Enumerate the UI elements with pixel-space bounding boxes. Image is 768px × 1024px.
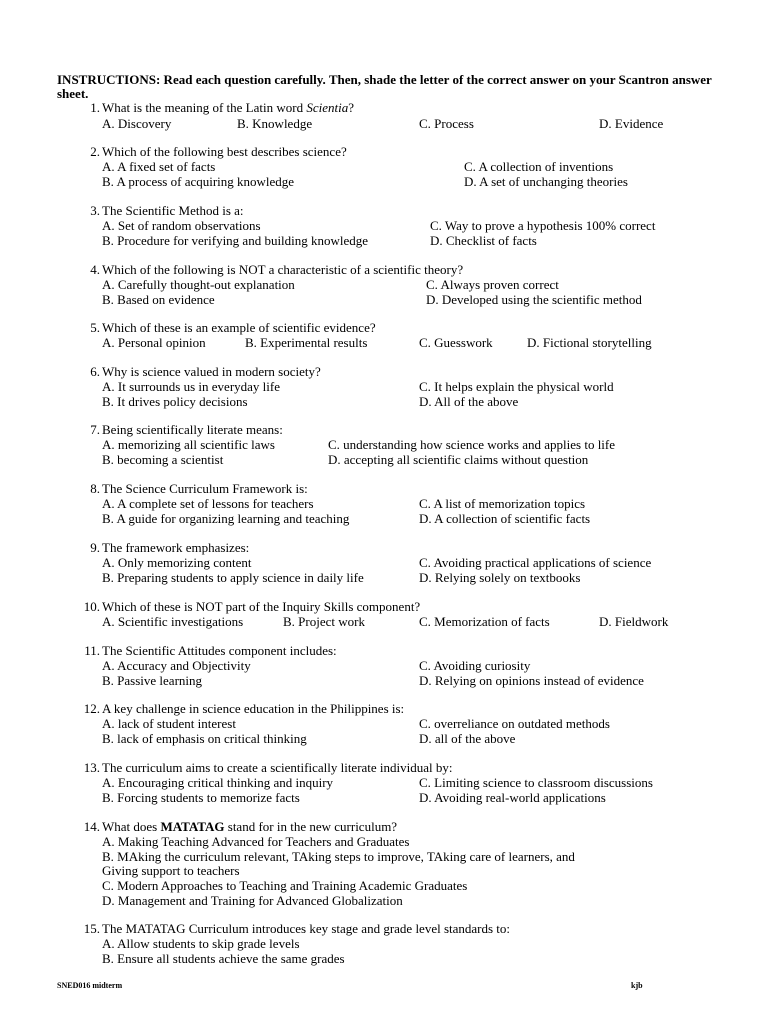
option-b: B. Passive learning	[102, 673, 203, 688]
question-text-part: stand for in the new curriculum?	[224, 819, 398, 834]
question-text	[102, 100, 354, 115]
question-number: 13.	[83, 760, 100, 775]
question-number: 12.	[83, 701, 100, 716]
question-number: 5.	[90, 320, 100, 335]
question-text: A key challenge in science education in the Philippines is:	[102, 701, 405, 716]
option-d: D. all of the above	[419, 731, 516, 746]
option-a: A. Accuracy and Objectivity	[102, 658, 251, 673]
question-number: 7.	[90, 422, 100, 437]
option-d: D. Avoiding real-world applications	[419, 790, 606, 805]
option-c: C. A collection of inventions	[464, 159, 614, 174]
option-c: C. Guesswork	[419, 335, 493, 350]
option-c: C. Process	[419, 116, 474, 131]
option-a: A. lack of student interest	[102, 716, 236, 731]
option-a: A. Personal opinion	[102, 335, 206, 350]
option-c: C. Avoiding practical applications of science	[419, 555, 652, 570]
option-d: D. A set of unchanging theories	[464, 174, 628, 189]
option-a: A. Scientific investigations	[102, 614, 244, 629]
option-b-continued: Giving support to teachers	[102, 863, 240, 878]
option-c: C. Always proven correct	[426, 277, 559, 292]
option-a: A. Set of random observations	[102, 218, 261, 233]
option-b: B. A guide for organizing learning and teaching	[102, 511, 350, 526]
option-a: A. A fixed set of facts	[102, 159, 216, 174]
option-b: B. becoming a scientist	[102, 452, 224, 467]
option-c: C. Avoiding curiosity	[419, 658, 531, 673]
option-a: A. Allow students to skip grade levels	[102, 936, 300, 951]
question-text: Why is science valued in modern society?	[102, 364, 321, 379]
option-d: D. Fieldwork	[599, 614, 669, 629]
footer-initials: kjb	[631, 981, 643, 990]
option-d: D. Fictional storytelling	[527, 335, 652, 350]
option-b: B. Preparing students to apply science in daily life	[102, 570, 364, 585]
option-b: B. MAking the curriculum relevant, TAking steps to improve, TAking care of learners, and	[102, 849, 575, 864]
option-c: C. It helps explain the physical world	[419, 379, 614, 394]
question-text: Which of the following best describes science?	[102, 144, 347, 159]
latin-word: Scientia	[306, 100, 349, 115]
question-number: 2.	[90, 144, 100, 159]
option-b: B. It drives policy decisions	[102, 394, 248, 409]
option-c: C. Limiting science to classroom discussions	[419, 775, 653, 790]
question-text: The framework emphasizes:	[102, 540, 250, 555]
question-number: 4.	[90, 262, 100, 277]
option-b: B. Ensure all students achieve the same grades	[102, 951, 345, 966]
question-text	[102, 819, 397, 834]
question-number: 9.	[90, 540, 100, 555]
option-b: B. Based on evidence	[102, 292, 215, 307]
option-b: B. Procedure for verifying and building knowledge	[102, 233, 369, 248]
question-text: The curriculum aims to create a scientifically literate individual by:	[102, 760, 453, 775]
option-a: A. Carefully thought-out explanation	[102, 277, 295, 292]
option-d: D. Checklist of facts	[430, 233, 537, 248]
option-d: D. accepting all scientific claims without question	[328, 452, 589, 467]
option-a: A. Encouraging critical thinking and inquiry	[102, 775, 334, 790]
option-b: B. Knowledge	[237, 116, 313, 131]
footer-course-label: SNED016 midterm	[57, 981, 123, 990]
option-a: A. A complete set of lessons for teachers	[102, 496, 314, 511]
question-text: Which of these is an example of scientific evidence?	[102, 320, 376, 335]
option-d: D. A collection of scientific facts	[419, 511, 591, 526]
instructions: INSTRUCTIONS: Read each question carefully. Then, shade the letter of the correct answer on your Scantron answer sheet.	[57, 72, 712, 101]
option-b: B. Project work	[283, 614, 365, 629]
question-number: 8.	[90, 481, 100, 496]
option-b: B. Experimental results	[245, 335, 368, 350]
option-d: D. Relying on opinions instead of evidence	[419, 673, 644, 688]
option-a: A. Discovery	[102, 116, 172, 131]
question-text: The Scientific Method is a:	[102, 203, 244, 218]
question-number: 1.	[90, 100, 100, 115]
option-a: A. memorizing all scientific laws	[102, 437, 275, 452]
question-number: 11.	[84, 643, 100, 658]
option-a: A. It surrounds us in everyday life	[102, 379, 280, 394]
option-d: D. Management and Training for Advanced Globalization	[102, 893, 403, 908]
option-c: C. overreliance on outdated methods	[419, 716, 610, 731]
question-text: Which of the following is NOT a characteristic of a scientific theory?	[102, 262, 464, 277]
question-text: Being scientifically literate means:	[102, 422, 283, 437]
option-b: B. lack of emphasis on critical thinking	[102, 731, 307, 746]
question-number: 15.	[83, 921, 100, 936]
option-c: C. Modern Approaches to Teaching and Training Academic Graduates	[102, 878, 468, 893]
option-a: A. Making Teaching Advanced for Teachers and Graduates	[102, 834, 410, 849]
option-c: C. A list of memorization topics	[419, 496, 586, 511]
question-text-part: ?	[348, 100, 355, 115]
question-number: 10.	[83, 599, 100, 614]
option-c: C. Way to prove a hypothesis 100% correct	[430, 218, 656, 233]
option-b: B. Forcing students to memorize facts	[102, 790, 300, 805]
option-d: D. All of the above	[419, 394, 519, 409]
option-b: B. A process of acquiring knowledge	[102, 174, 295, 189]
question-number: 6.	[90, 364, 100, 379]
option-a: A. Only memorizing content	[102, 555, 252, 570]
option-d: D. Evidence	[599, 116, 664, 131]
question-text-part: What does	[102, 819, 161, 834]
matatag-term: MATATAG	[160, 819, 225, 834]
option-c: C. Memorization of facts	[419, 614, 550, 629]
question-text-part: What is the meaning of the Latin word	[102, 100, 307, 115]
question-text: The Science Curriculum Framework is:	[102, 481, 308, 496]
question-text: The MATATAG Curriculum introduces key stage and grade level standards to:	[102, 921, 511, 936]
question-number: 14.	[83, 819, 100, 834]
option-d: D. Developed using the scientific method	[426, 292, 642, 307]
option-c: C. understanding how science works and applies to life	[328, 437, 616, 452]
question-number: 3.	[90, 203, 100, 218]
option-d: D. Relying solely on textbooks	[419, 570, 581, 585]
question-text: The Scientific Attitudes component includes:	[102, 643, 337, 658]
question-text: Which of these is NOT part of the Inquiry Skills component?	[102, 599, 421, 614]
